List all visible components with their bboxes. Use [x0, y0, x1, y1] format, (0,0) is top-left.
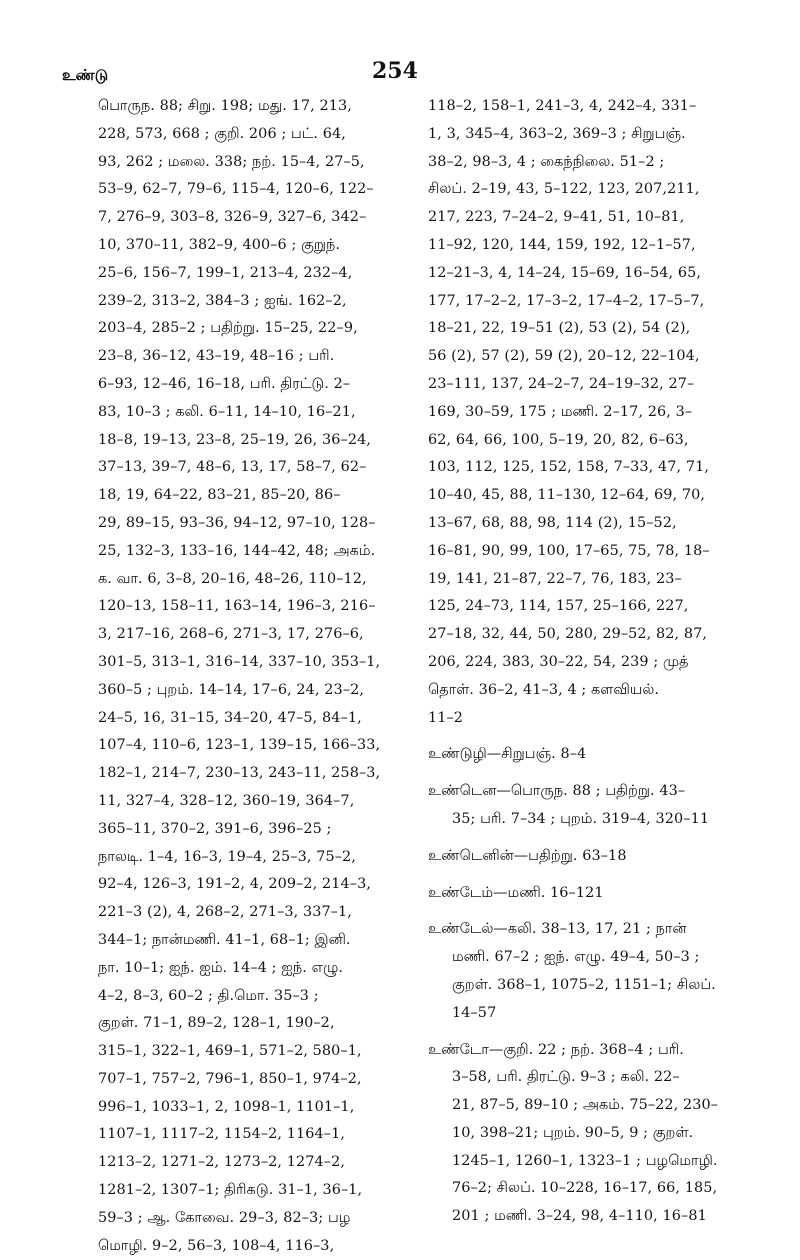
text-line: 24–5, 16, 31–15, 34–20, 47–5, 84–1, — [98, 709, 362, 726]
entries-list — [428, 741, 748, 1231]
text-line: 1, 3, 345–4, 363–2, 369–3 ; சிறுபஞ். — [428, 125, 686, 142]
text-line: குறள். 71–1, 89–2, 128–1, 190–2, — [98, 1015, 335, 1032]
text-line: 21, 87–5, 89–10 ; அகம். 75–22, 230– — [452, 1097, 719, 1114]
text-line: 53–9, 62–7, 79–6, 115–4, 120–6, 122– — [98, 181, 374, 198]
text-line: 18–21, 22, 19–51 (2), 53 (2), 54 (2), — [428, 320, 691, 337]
text-line: 13–67, 68, 88, 98, 114 (2), 15–52, — [428, 514, 677, 531]
right-column — [428, 93, 748, 1231]
text-line: 118–2, 158–1, 241–3, 4, 242–4, 331– — [428, 98, 697, 114]
text-line: 11–92, 120, 144, 159, 192, 12–1–57, — [428, 236, 696, 253]
text-line: 203–4, 285–2 ; பதிற்று. 15–25, 22–9, — [98, 320, 358, 337]
text-line: 1245–1, 1260–1, 1323–1 ; பழமொழி. — [452, 1152, 718, 1169]
text-line: 16–81, 90, 99, 100, 17–65, 75, 78, 18– — [428, 542, 710, 559]
text-line: உண்டென—பொருந. 88 ; பதிற்று. 43– — [428, 783, 686, 800]
text-line: உண்டேம்—மணி. 16–121 — [428, 884, 604, 901]
text-line: 3, 217–16, 268–6, 271–3, 17, 276–6, — [98, 626, 364, 643]
text-line: 29, 89–15, 93–36, 94–12, 97–10, 128– — [98, 514, 376, 531]
text-line: 301–5, 313–1, 316–14, 337–10, 353–1, — [98, 653, 381, 670]
text-line: 10, 398–21; புறம். 90–5, 9 ; குறள். — [452, 1124, 694, 1141]
text-line: 239–2, 313–2, 384–3 ; ஐங். 162–2, — [98, 292, 347, 309]
text-line: 56 (2), 57 (2), 59 (2), 20–12, 22–104, — [428, 348, 700, 365]
text-line: 10, 370–11, 382–9, 400–6 ; குறுந். — [98, 236, 341, 253]
text-line: 35; பரி. 7–34 ; புறம். 319–4, 320–11 — [452, 810, 710, 827]
text-line: 62, 64, 66, 100, 5–19, 20, 82, 6–63, — [428, 431, 689, 448]
text-line: பொருந. 88; சிறு. 198; மது. 17, 213, — [98, 98, 352, 114]
text-line: 125, 24–73, 114, 157, 25–166, 227, — [428, 598, 689, 615]
text-line: நா. 10–1; ஐந். ஐம். 14–4 ; ஐந். எழு. — [98, 959, 344, 976]
text-line: 169, 30–59, 175 ; மணி. 2–17, 26, 3– — [428, 403, 693, 420]
text-line: உண்டோ—குறி. 22 ; நற். 368–4 ; பரி. — [428, 1041, 684, 1058]
text-line: 201 ; மணி. 3–24, 98, 4–110, 16–81 — [452, 1208, 707, 1225]
text-line: 3–58, பரி. திரட்டு. 9–3 ; கலி. 22– — [452, 1069, 680, 1086]
text-line: உண்டேல்—கலி. 38–13, 17, 21 ; நான் — [428, 921, 687, 938]
text-line: 4–2, 8–3, 60–2 ; தி.மொ. 35–3 ; — [98, 987, 319, 1004]
text-line: 76–2; சிலப். 10–228, 16–17, 66, 185, — [452, 1180, 718, 1197]
text-line: குறள். 368–1, 1075–2, 1151–1; சிலப். — [452, 976, 716, 993]
text-line: க. வா. 6, 3–8, 20–16, 48–26, 110–12, — [98, 570, 367, 587]
text-line: 120–13, 158–11, 163–14, 196–3, 216– — [98, 598, 376, 615]
text-line: சிலப். 2–19, 43, 5–122, 123, 207,211, — [428, 181, 700, 198]
text-line: உண்டுழி—சிறுபஞ். 8–4 — [428, 746, 587, 763]
text-line: 6–93, 12–46, 16–18, பரி. திரட்டு. 2– — [98, 375, 351, 392]
text-line: 107–4, 110–6, 123–1, 139–15, 166–33, — [98, 737, 381, 754]
text-line: 996–1, 1033–1, 2, 1098–1, 1101–1, — [98, 1098, 355, 1115]
text-line: மொழி. 9–2, 56–3, 108–4, 116–3, — [98, 1237, 335, 1254]
text-line: 12–21–3, 4, 14–24, 15–69, 16–54, 65, — [428, 264, 702, 281]
page-number: 254 — [372, 58, 418, 84]
text-line: 360–5 ; புறம். 14–14, 17–6, 24, 23–2, — [98, 681, 365, 698]
text-line: 23–111, 137, 24–2–7, 24–19–32, 27– — [428, 375, 695, 392]
text-line: 1281–2, 1307–1; திரிகடு. 31–1, 36–1, — [98, 1182, 363, 1199]
text-line: 707–1, 757–2, 796–1, 850–1, 974–2, — [98, 1070, 362, 1087]
index-entry — [428, 880, 748, 908]
text-line: 37–13, 39–7, 48–6, 13, 17, 58–7, 62– — [98, 459, 367, 476]
text-line: 38–2, 98–3, 4 ; கைந்நிலை. 51–2 ; — [428, 153, 665, 170]
text-line: 1213–2, 1271–2, 1273–2, 1274–2, — [98, 1154, 346, 1171]
text-line: 221–3 (2), 4, 268–2, 271–3, 337–1, — [98, 904, 352, 921]
text-line: 11–2 — [428, 709, 464, 726]
text-line: 19, 141, 21–87, 22–7, 76, 183, 23– — [428, 570, 682, 587]
text-line: 25, 132–3, 133–16, 144–42, 48; அகம். — [98, 542, 376, 559]
text-line: 1107–1, 1117–2, 1154–2, 1164–1, — [98, 1126, 346, 1143]
text-line: மணி. 67–2 ; ஐந். எழு. 49–4, 50–3 ; — [452, 949, 700, 966]
text-line: 59–3 ; ஆ. கோவை. 29–3, 82–3; பழ — [98, 1209, 351, 1226]
text-line: 18–8, 19–13, 23–8, 25–19, 26, 36–24, — [98, 431, 372, 448]
text-line: 23–8, 36–12, 43–19, 48–16 ; பரி. — [98, 348, 335, 365]
text-line: 27–18, 32, 44, 50, 280, 29–52, 82, 87, — [428, 626, 708, 643]
text-line: 217, 223, 7–24–2, 9–41, 51, 10–81, — [428, 209, 685, 226]
text-line: 83, 10–3 ; கலி. 6–11, 14–10, 16–21, — [98, 403, 356, 420]
text-line: 177, 17–2–2, 17–3–2, 17–4–2, 17–5–7, — [428, 292, 705, 309]
index-entry — [428, 778, 748, 834]
text-line: நாலடி. 1–4, 16–3, 19–4, 25–3, 75–2, — [98, 848, 356, 865]
index-entry — [428, 1037, 748, 1232]
text-line: 11, 327–4, 328–12, 360–19, 364–7, — [98, 792, 355, 809]
index-entry — [428, 741, 748, 769]
continuation-block — [428, 93, 748, 732]
text-line: 344–1; நான்மணி. 41–1, 68–1; இனி. — [98, 931, 351, 948]
running-head-word: உண்டு — [62, 66, 109, 84]
index-entry — [428, 916, 748, 1027]
text-line: 18, 19, 64–22, 83–21, 85–20, 86– — [98, 487, 341, 504]
text-line: 182–1, 214–7, 230–13, 243–11, 258–3, — [98, 765, 381, 782]
left-column — [98, 93, 398, 1260]
text-line: 93, 262 ; மலை. 338; நற். 15–4, 27–5, — [98, 153, 365, 170]
text-line: 14–57 — [452, 1004, 497, 1021]
text-line: 228, 573, 668 ; குறி. 206 ; பட். 64, — [98, 125, 346, 142]
text-line: 315–1, 322–1, 469–1, 571–2, 580–1, — [98, 1043, 362, 1060]
text-line: 206, 224, 383, 30–22, 54, 239 ; முத் — [428, 653, 689, 670]
text-line: உண்டெனின்—பதிற்று. 63–18 — [428, 847, 627, 864]
text-line: 7, 276–9, 303–8, 326–9, 327–6, 342– — [98, 209, 367, 226]
text-line: 365–11, 370–2, 391–6, 396–25 ; — [98, 820, 332, 837]
text-line: 25–6, 156–7, 199–1, 213–4, 232–4, — [98, 264, 353, 281]
text-line: 103, 112, 125, 152, 158, 7–33, 47, 71, — [428, 459, 710, 476]
text-line: 92–4, 126–3, 191–2, 4, 209–2, 214–3, — [98, 876, 372, 893]
text-line: தொள். 36–2, 41–3, 4 ; களவியல். — [428, 681, 660, 698]
text-line: 10–40, 45, 88, 11–130, 12–64, 69, 70, — [428, 487, 706, 504]
index-entry — [428, 843, 748, 871]
